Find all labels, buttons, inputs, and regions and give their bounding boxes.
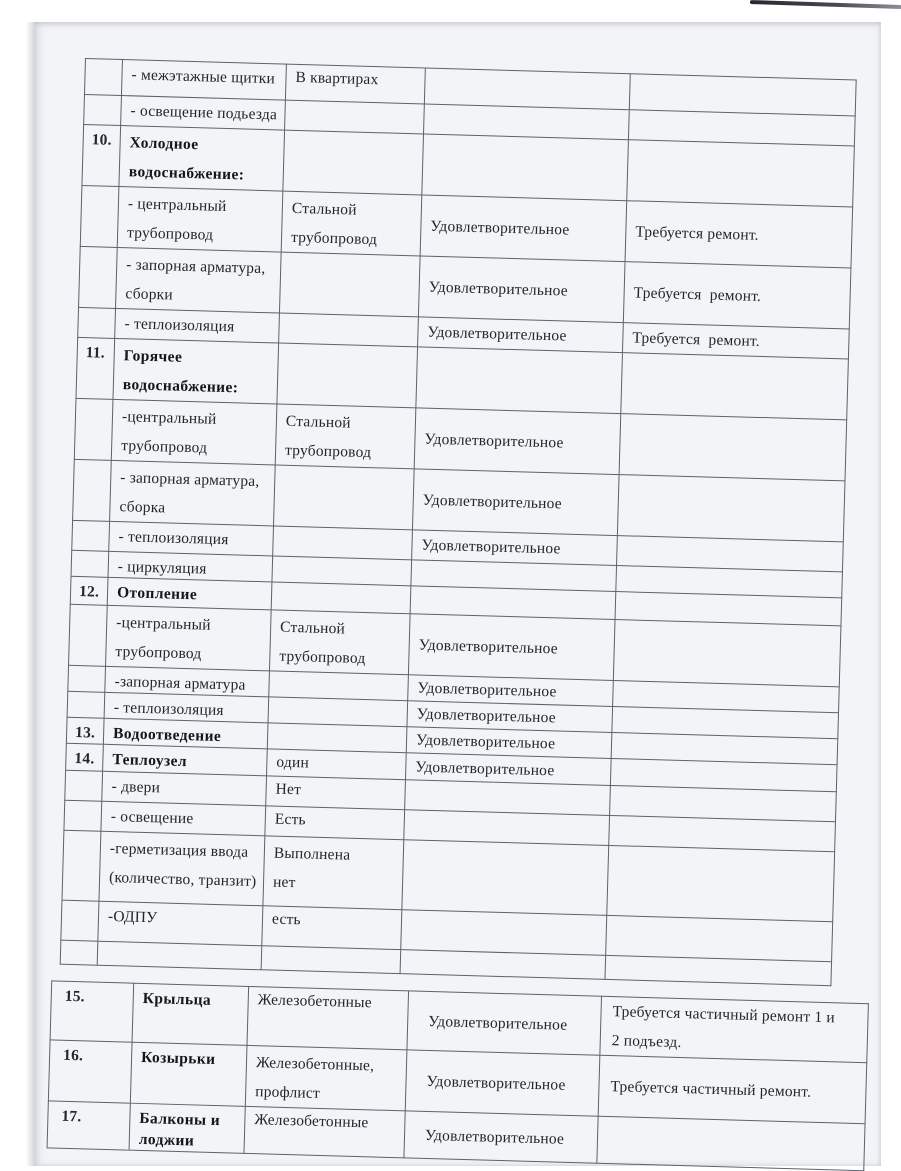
upper-table bbox=[60, 58, 857, 986]
cell-number: 10. bbox=[82, 124, 121, 186]
cell-item: - центральный трубопровод bbox=[117, 186, 283, 252]
cell-material bbox=[273, 526, 413, 560]
cell-number bbox=[67, 691, 105, 718]
cell-condition: Удовлетворительное bbox=[414, 408, 621, 475]
cell-item: -ОДПУ bbox=[98, 901, 263, 946]
page-content bbox=[55, 58, 875, 1171]
cell-item: - циркуляция bbox=[108, 551, 273, 582]
cell-number bbox=[84, 59, 122, 96]
cell-condition: Удовлетворительное bbox=[406, 727, 612, 759]
cell-material bbox=[261, 946, 401, 974]
cell-item: Водоотведение bbox=[103, 718, 268, 749]
cell-item: -запорная арматура bbox=[105, 666, 270, 697]
cell-number bbox=[72, 520, 110, 551]
cell-condition: Удовлетворительное bbox=[420, 195, 627, 262]
cell-note bbox=[619, 414, 847, 481]
cell-condition: Удовлетворительное bbox=[408, 675, 614, 707]
cell-item: Холодное водоснабжение: bbox=[119, 126, 285, 192]
cell-note bbox=[617, 475, 845, 542]
cell-material bbox=[279, 252, 420, 317]
cell-material bbox=[269, 671, 409, 701]
cell-number: 14. bbox=[66, 743, 104, 771]
cell-item: - освещение bbox=[101, 801, 266, 836]
cell-number bbox=[78, 307, 116, 338]
cell-condition bbox=[422, 134, 629, 201]
cell-item: Балконы и лоджии bbox=[129, 1103, 245, 1153]
cell-item: - теплоизоляция bbox=[109, 521, 274, 556]
cell-number bbox=[65, 770, 103, 801]
cell-number bbox=[71, 550, 109, 577]
cell-number: 16. bbox=[48, 1040, 132, 1103]
cell-condition: Удовлетворительное bbox=[408, 614, 615, 681]
cell-note bbox=[597, 1116, 865, 1170]
cell-item: - освещение подьезда bbox=[121, 96, 286, 131]
cell-item: Горячее водоснабжение: bbox=[113, 338, 279, 404]
cell-material: В квартирах bbox=[285, 64, 425, 104]
cell-item: - запорная арматура, сборка bbox=[110, 460, 276, 526]
cell-condition: Удовлетворительное bbox=[412, 469, 619, 536]
lower-table bbox=[47, 980, 869, 1171]
cell-condition bbox=[416, 347, 623, 414]
scan-top-artifact-line bbox=[750, 0, 901, 9]
cell-material: Есть bbox=[265, 806, 405, 840]
cell-note: Требуется ремонт. bbox=[622, 323, 849, 359]
cell-number bbox=[74, 398, 113, 460]
cell-condition: Удовлетворительное bbox=[407, 701, 613, 733]
cell-material bbox=[272, 556, 412, 586]
cell-number: 11. bbox=[76, 337, 115, 399]
cell-material: Стальной трубопровод bbox=[281, 191, 422, 256]
cell-material bbox=[277, 343, 418, 408]
cell-item: - двери bbox=[102, 771, 267, 806]
cell-number bbox=[64, 800, 102, 831]
cell-material: Железобетонные, профлист bbox=[245, 1045, 407, 1110]
cell-note: Требуется ремонт. bbox=[623, 262, 851, 329]
cell-item: Крыльца bbox=[132, 983, 249, 1045]
cell-item: - теплоизоляция bbox=[115, 308, 280, 343]
cell-number bbox=[62, 830, 101, 901]
cell-condition: Удовлетворительное bbox=[404, 1111, 598, 1163]
cell-number: 12. bbox=[70, 576, 108, 605]
cell-material bbox=[283, 130, 424, 195]
cell-condition: Удовлетворительное bbox=[412, 530, 618, 566]
cell-item: -центральный трубопровод bbox=[106, 605, 272, 671]
cell-condition: Удовлетворительное bbox=[418, 256, 625, 323]
cell-number bbox=[80, 185, 119, 247]
cell-item: Теплоузел bbox=[103, 744, 268, 776]
cell-material bbox=[274, 465, 415, 530]
cell-item bbox=[97, 941, 262, 970]
cell-material bbox=[267, 723, 407, 753]
cell-note bbox=[627, 140, 855, 207]
cell-condition: Удовлетворительное bbox=[407, 991, 602, 1055]
cell-material bbox=[279, 313, 419, 347]
cell-note bbox=[621, 353, 849, 420]
cell-item: - теплоизоляция bbox=[104, 692, 269, 723]
cell-item: - запорная арматура, сборки bbox=[116, 247, 282, 313]
cell-number: 15. bbox=[50, 981, 134, 1042]
cell-condition bbox=[424, 68, 630, 110]
cell-material: Выполнена нет bbox=[263, 836, 404, 910]
cell-item: Козырьки bbox=[130, 1042, 247, 1106]
cell-material: Стальной трубопровод bbox=[275, 404, 416, 469]
cell-material: один bbox=[267, 749, 407, 780]
cell-material bbox=[268, 697, 408, 727]
cell-number: 17. bbox=[47, 1101, 130, 1150]
cell-number bbox=[61, 900, 99, 941]
cell-note: Требуется частичный ремонт. bbox=[598, 1055, 867, 1123]
cell-condition bbox=[400, 950, 606, 980]
cell-condition bbox=[401, 910, 607, 956]
cell-condition bbox=[402, 840, 609, 916]
cell-material: Железобетонные bbox=[247, 986, 409, 1049]
cell-note: Требуется ремонт. bbox=[625, 201, 853, 268]
cell-condition: Удовлетворительное bbox=[405, 1050, 600, 1116]
cell-number bbox=[79, 246, 118, 308]
cell-number bbox=[60, 940, 98, 965]
cell-number: 13. bbox=[66, 717, 104, 744]
cell-material: есть bbox=[262, 906, 402, 950]
cell-note: Требуется частичный ремонт 1 и 2 подъезд. bbox=[600, 996, 869, 1062]
cell-material: Железобетонные bbox=[244, 1106, 405, 1157]
cell-note bbox=[605, 955, 832, 985]
cell-material: Стальной трубопровод bbox=[269, 610, 410, 675]
cell-note bbox=[613, 620, 841, 687]
cell-number bbox=[84, 94, 122, 125]
cell-number bbox=[73, 459, 112, 521]
cell-condition: Удовлетворительное bbox=[418, 317, 624, 353]
cell-item: -центральный трубопровод bbox=[111, 399, 277, 465]
cell-material bbox=[271, 582, 411, 614]
cell-number bbox=[69, 604, 108, 666]
cell-item: Отопление bbox=[107, 577, 272, 610]
cell-material: Нет bbox=[266, 776, 406, 810]
cell-note bbox=[607, 845, 835, 921]
cell-condition: Удовлетворительное bbox=[405, 753, 611, 786]
cell-material bbox=[285, 100, 425, 134]
cell-item: - межэтажные щитки bbox=[121, 60, 286, 101]
cell-item: -герметизация ввода (количество, транзит) bbox=[99, 831, 265, 906]
cell-note bbox=[606, 915, 833, 961]
cell-number bbox=[68, 665, 106, 692]
